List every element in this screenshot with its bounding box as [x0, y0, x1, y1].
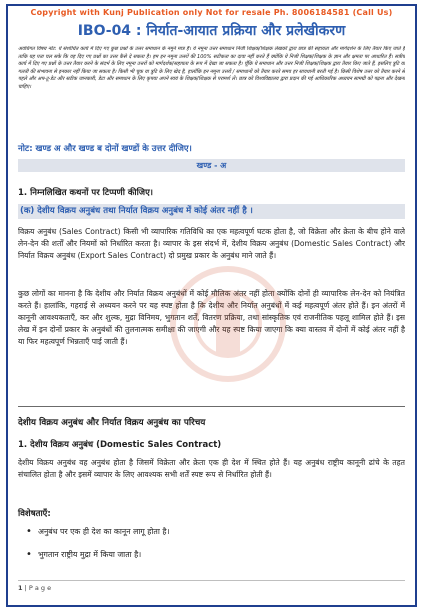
question-heading: 1. निम्नलिखित कथनों पर टिप्पणी कीजिए। — [18, 188, 154, 198]
list-item: • भुगतान राष्ट्रीय मुद्रा में किया जाता है। — [26, 550, 169, 560]
features-heading: विशेषताएँ: — [18, 509, 51, 519]
footer-divider — [18, 580, 405, 581]
page-frame — [6, 4, 417, 607]
subheading-domestic-contract: 1. देशीय विक्रय अनुबंध (Domestic Sales Contract) — [18, 440, 222, 450]
answer-paragraph-2: कुछ लोगों का मानना है कि देशीय और निर्यात विक्रय अनुबंधों में कोई मौलिक अंतर नहीं होता क्योंकि दोनों ही व्यापारिक लेन-देन को नियंत्रित करते हैं। हालांकि, गहराई से अध्ययन करने पर यह स्पष्ट होता है कि देशीय और निर्यात अनुबंधों में कई महत्वपूर्ण अंतर होते हैं। इन अंतरों में कानूनी आवश्यकताएँ, कर और शुल्क, मुद्रा विनिमय, भुगतान शर्तें, वितरण प्रक्रिया, तथा सांस्कृतिक एवं राजनीतिक पहलू शामिल होते हैं। इस लेख में इन दोनों प्रकार के अनुबंधों की तुलनात्मक समीक्षा की जाएगी और यह स्पष्ट किया जाएगा कि क्या वास्तव में दोनों में कोई अंतर नहीं है या फिर महत्वपूर्ण भिन्नताएँ पाई जाती हैं। — [18, 289, 405, 346]
answer-paragraph-1: विक्रय अनुबंध (Sales Contract) किसी भी व्यापारिक गतिविधि का एक महत्वपूर्ण घटक होता है, जो विक्रेता और क्रेता के बीच होने वाले लेन-देन की शर्तों और नियमों को निर्धारित करता है। व्यापार के इस संदर्भ में, देशीय विक्रय अनुबंध (Domestic Sales Contract) और निर्यात विक्रय अनुबंध (Export Sales Contract) दो प्रमुख प्रकार के अनुबंध माने जाते हैं। — [18, 227, 405, 260]
page-title: IBO-04 : निर्यात-आयात प्रक्रिया और प्रलेखीकरण — [77, 23, 346, 39]
intro-heading: देशीय विक्रय अनुबंध और निर्यात विक्रय अनुबंध का परिचय — [18, 418, 206, 428]
page-label: P a g e — [28, 584, 52, 592]
section-heading: खण्ड - अ — [18, 159, 405, 172]
answer-paragraph-3: देशीय विक्रय अनुबंध वह अनुबंध होता है जिसमें विक्रेता और क्रेता एक ही देश में स्थित होते हैं। यह अनुबंध राष्ट्रीय कानूनी ढांचे के तहत संचालित होता है और इसमें व्यापार के लिए आवश्यक सभी शर्तें स्पष्ट रूप से निर्धारित होती हैं। — [18, 458, 405, 479]
section-divider — [18, 406, 405, 407]
disclaimer-text: अवधिगत विषय नोट: ये संशोधित कार्य में दिए गए कुछ प्रश्नों के उत्तर समाधान के नमूने मात्र हैं। ये नमूना उत्तर समाधान निजी शिक्षक/शिक्षक लेखकों द्वारा छात्र की सहायता और मार्गदर्शन के लिए तैयार किए जाते हैं ताकि यह पता चल सके कि वह दिए गए प्रश्नों का उत्तर कैसे दे सकता है। हम इन नमूना उत्तरों की 100% सटीकता का दावा नहीं करते हैं क्योंकि ये निजी शिक्षक/शिक्षक के ज्ञान और क्षमता पर आधारित हैं। सत्रीय कार्य में दिए गए प्रश्नों के उत्तर तैयार करने के संदर्भ के लिए नमूना उत्तरों को मार्गदर्शक/सहायता के रूप में देखा जा सकता है। चूँकि ये समाधान और उत्तर निजी शिक्षक/शिक्षक द्वारा तैयार किए जाते हैं, इसलिए त्रुटि या गलती की संभावना से इनकार नहीं किया जा सकता है। किसी भी चूक या त्रुटि के लिए खेद है, हालाँकि इन नमूना उत्तरों / समाधानों को तैयार करते समय हर सावधानी बरती गई है। किसी विशेष उत्तर को तैयार करने से पहले और अप-टू-डेट और सटीक जानकारी, डेटा और समाधान के लिए कृपया अपने स्वयं के शिक्षक/शिक्षक से परामर्श लें। छात्र को विश्वविद्यालय द्वारा प्रदान की गई आधिकारिक अध्ययन सामग्री को पढ़ना और देखना चाहिए। — [18, 46, 405, 90]
page-footer: 1 | P a g e — [18, 584, 52, 592]
features-list — [26, 527, 169, 573]
question-part-heading: (क) देशीय विक्रय अनुबंध तथा निर्यात विक्रय अनुबंध में कोई अंतर नहीं है । — [18, 204, 405, 219]
instruction-note: नोट: खण्ड अ और खण्ड ब दोनों खण्डों के उत्तर दीजिए। — [18, 144, 192, 154]
page-number: 1 — [18, 584, 23, 592]
list-item: • अनुबंध पर एक ही देश का कानून लागू होता है। — [26, 527, 169, 537]
copyright-banner: Copyright with Kunj Publication only Not for resale Ph. 8006184581 (Call Us) — [30, 8, 393, 17]
